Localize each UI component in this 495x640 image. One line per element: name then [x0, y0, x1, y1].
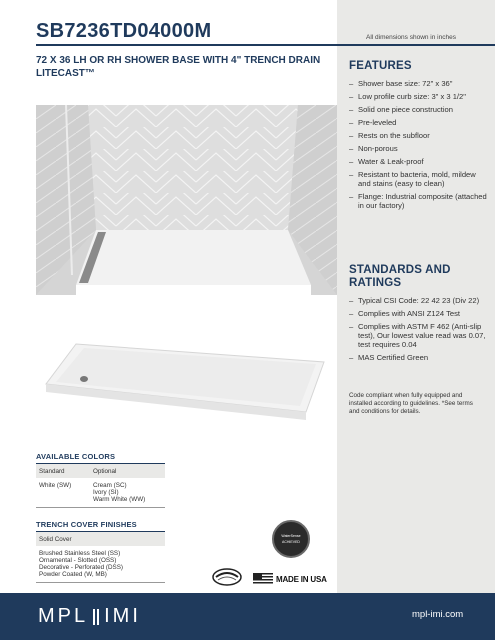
feature-item: – Solid one piece construction	[349, 105, 489, 114]
feature-item: – Water & Leak-proof	[349, 157, 489, 166]
optional-colors	[91, 482, 165, 503]
trench-item: Decorative - Perforated (DSS)	[39, 564, 123, 571]
shower-base-photo	[36, 300, 337, 435]
feature-item: – Shower base size: 72" x 36"	[349, 79, 489, 88]
feature-item: – Resistant to bacteria, mold, mildew and stains (easy to clean)	[349, 170, 489, 188]
features-section	[349, 60, 489, 214]
company-logo	[38, 605, 141, 628]
trench-item: Powder Coated (W, MB)	[39, 571, 107, 578]
logo-left: MPL	[38, 605, 89, 627]
trench-list	[36, 546, 165, 583]
standards-section	[349, 264, 489, 366]
header-rule	[36, 44, 495, 46]
product-subtitle: 72 X 36 LH OR RH SHOWER BASE WITH 4" TRENCH DRAIN LITECAST™	[36, 55, 321, 79]
trench-table-header: Solid Cover	[36, 532, 165, 546]
logo-bars-icon	[93, 609, 99, 625]
optional-color: Warm White (WW)	[93, 496, 146, 503]
certified-seal-icon	[212, 568, 242, 586]
footer-bar	[0, 593, 495, 640]
feature-item: – Flange: Industrial composite (attached in our factory)	[349, 192, 489, 210]
shower-room-photo	[36, 105, 337, 295]
colors-heading: AVAILABLE COLORS	[36, 452, 116, 461]
made-in-usa-badge	[253, 573, 327, 585]
colors-row	[36, 478, 165, 508]
certification-badge	[272, 520, 310, 558]
trench-table	[36, 531, 165, 583]
feature-item: – Pre-leveled	[349, 118, 489, 127]
standard-item: – Complies with ASTM F 462 (Anti-slip test), Our lowest value read was 0.07, test requires 0.04	[349, 322, 489, 349]
badge-line-1: WaterSense	[281, 534, 301, 538]
trench-item: Brushed Stainless Steel (SS)	[39, 550, 121, 557]
features-heading: FEATURES	[349, 60, 412, 72]
col-optional: Optional	[93, 467, 117, 475]
dimensions-note: All dimensions shown in inches	[366, 34, 456, 41]
website-link[interactable]: mpl-imi.com	[412, 609, 464, 620]
compliance-note: Code compliant when fully equipped and installed according to guidelines. *See terms and conditions for details.	[349, 392, 473, 415]
colors-table	[36, 463, 165, 508]
made-in-usa-text: MADE IN USA	[276, 574, 327, 584]
col-standard: Standard	[39, 467, 65, 475]
optional-color: Ivory (SI)	[93, 489, 119, 496]
standards-heading: STANDARDS AND RATINGS	[349, 264, 451, 289]
standard-item: – Complies with ANSI Z124 Test	[349, 309, 489, 318]
badge-line-2: ACHIEVED	[282, 540, 300, 544]
feature-item: – Non-porous	[349, 144, 489, 153]
trench-heading: TRENCH COVER FINISHES	[36, 520, 137, 529]
standard-item: – MAS Certified Green	[349, 353, 489, 362]
product-sku: SB7236TD04000M	[36, 20, 212, 42]
us-flag-icon	[253, 573, 273, 585]
standard-color: White (SW)	[39, 482, 72, 489]
feature-item: – Rests on the subfloor	[349, 131, 489, 140]
standard-item: – Typical CSI Code: 22 42 23 (Div 22)	[349, 296, 489, 305]
optional-color: Cream (SC)	[93, 482, 127, 489]
logo-right: IMI	[104, 605, 141, 627]
trench-item: Ornamental - Slotted (OSS)	[39, 557, 117, 564]
colors-table-header	[36, 464, 165, 478]
feature-item: – Low profile curb size: 3" x 3 1/2"	[349, 92, 489, 101]
